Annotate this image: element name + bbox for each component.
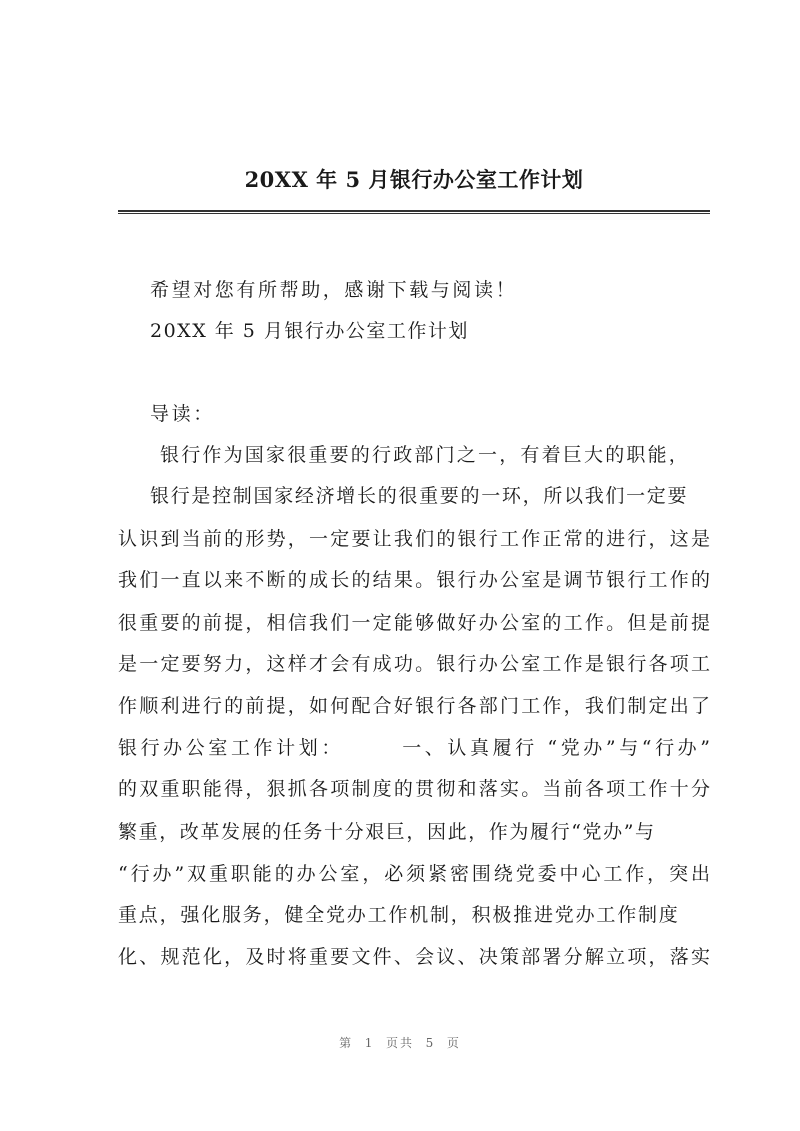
body-line: “行办”双重职能的办公室，必须紧密围绕党委中心工作，突出 <box>118 863 710 885</box>
body-line: 化、规范化，及时将重要文件、会议、决策部署分解立项，落实 <box>118 946 710 968</box>
title-divider <box>118 210 710 214</box>
body-line: 银行作为国家很重要的行政部门之一，有着巨大的职能， <box>160 444 691 466</box>
intro-title: 20XX 年 5 月银行办公室工作计划 <box>150 320 469 342</box>
body-line: 繁重，改革发展的任务十分艰巨，因此，作为履行“党办”与 <box>118 821 656 843</box>
body-line: 我们一直以来不断的成长的结果。银行办公室是调节银行工作的 <box>118 569 710 591</box>
body-line: 很重要的前提，相信我们一定能够做好办公室的工作。但是前提 <box>118 612 710 634</box>
body-line: 银行办公室工作计划： 一、认真履行 “党办”与“行办” <box>118 737 710 759</box>
body-line: 是一定要努力，这样才会有成功。银行办公室工作是银行各项工 <box>118 653 710 675</box>
body-line: 重点，强化服务，健全党办工作机制，积极推进党办工作制度 <box>118 904 680 926</box>
body-line: 的双重职能得，狠抓各项制度的贯彻和落实。当前各项工作十分 <box>118 778 710 800</box>
body-line: 认识到当前的形势，一定要让我们的银行工作正常的进行，这是 <box>118 528 710 550</box>
guide-label: 导读： <box>150 403 215 425</box>
body-line: 作顺利进行的前提，如何配合好银行各部门工作，我们制定出了 <box>118 695 710 717</box>
page-number-footer: 第 1 页共 5 页 <box>339 1036 461 1050</box>
body-line: 银行是控制国家经济增长的很重要的一环，所以我们一定要 <box>150 485 689 507</box>
intro-thanks: 希望对您有所帮助，感谢下载与阅读！ <box>150 279 518 301</box>
document-title: 20XX 年 5 月银行办公室工作计划 <box>244 167 584 192</box>
